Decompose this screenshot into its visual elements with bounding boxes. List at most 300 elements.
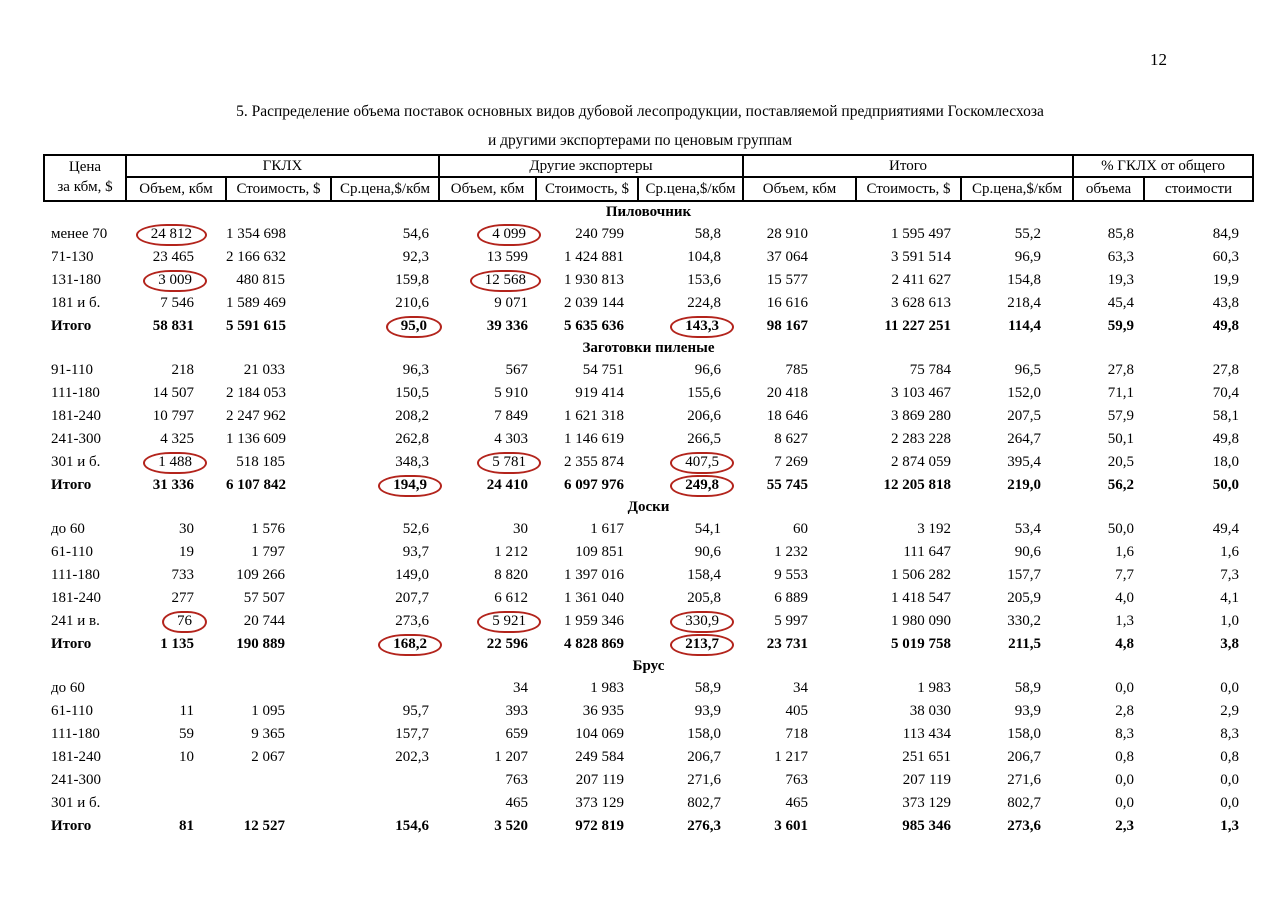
red-ellipse-annotation: 143,3	[670, 316, 734, 338]
value-cell: 7 546	[160, 295, 194, 311]
table-row	[44, 428, 1253, 451]
col-header-pct-cost: стоимости	[1144, 177, 1253, 201]
value-cell: 18,0	[1212, 454, 1240, 470]
red-ellipse-annotation: 12 568	[470, 270, 541, 292]
price-range-cell: Итого	[51, 477, 92, 493]
value-cell: 50,0	[1212, 477, 1240, 493]
value-cell: 93,9	[694, 703, 721, 719]
table-row	[44, 792, 1253, 815]
value-cell: 1 980 090	[891, 613, 951, 629]
value-cell	[439, 223, 536, 246]
value-cell	[331, 769, 439, 792]
value-cell: 8 820	[494, 567, 528, 583]
value-cell: 785	[785, 362, 808, 378]
table-row	[44, 246, 1253, 269]
value-cell: 8,3	[1115, 726, 1135, 742]
value-cell: 96,9	[1014, 249, 1042, 265]
value-cell: 4,0	[1115, 590, 1135, 606]
price-range-cell: 61-110	[51, 544, 93, 560]
value-cell: 18 646	[766, 408, 808, 424]
table-title-line2: и другими экспортерами по ценовым группам	[488, 132, 792, 149]
value-cell: 53,4	[1014, 521, 1042, 537]
value-cell: 113 434	[902, 726, 951, 742]
value-cell: 2,9	[1220, 703, 1240, 719]
value-cell: 5 635 636	[564, 318, 624, 334]
value-cell	[126, 451, 226, 474]
value-cell: 95,7	[402, 703, 429, 719]
price-range-cell: 301 и б.	[51, 795, 101, 811]
value-cell: 210,6	[395, 295, 429, 311]
group-header-other-exporters: Другие экспортеры	[439, 155, 743, 177]
value-cell: 1 959 346	[564, 613, 624, 629]
value-cell	[126, 792, 226, 815]
value-cell: 63,3	[1107, 249, 1135, 265]
value-cell: 2 184 053	[226, 385, 286, 401]
value-cell: 5 019 758	[891, 636, 951, 652]
value-cell: 54,6	[402, 226, 429, 242]
value-cell: 109 851	[575, 544, 624, 560]
value-cell: 0,0	[1115, 680, 1135, 696]
table-row	[44, 269, 1253, 292]
value-cell: 7,7	[1115, 567, 1135, 583]
value-cell: 1 095	[251, 703, 285, 719]
group-header-gklh: ГКЛХ	[126, 155, 439, 177]
price-range-cell: менее 70	[51, 226, 108, 242]
value-cell	[439, 451, 536, 474]
value-cell: 96,6	[694, 362, 721, 378]
value-cell: 23 731	[766, 636, 808, 652]
value-cell: 271,6	[687, 772, 721, 788]
value-cell: 659	[505, 726, 528, 742]
value-cell: 1 361 040	[564, 590, 624, 606]
col-header-price-line1: Цена	[68, 159, 102, 176]
red-ellipse-annotation: 168,2	[378, 634, 442, 656]
price-range-cell: 301 и б.	[51, 454, 101, 470]
col-header-total-volume: Объем, кбм	[743, 177, 856, 201]
value-cell: 1 418 547	[891, 590, 951, 606]
value-cell: 157,7	[395, 726, 429, 742]
value-cell: 93,9	[1014, 703, 1042, 719]
red-ellipse-annotation: 3 009	[143, 270, 207, 292]
value-cell: 58,8	[694, 226, 721, 242]
value-cell: 5 997	[774, 613, 808, 629]
value-cell: 90,6	[694, 544, 721, 560]
value-cell: 2 039 144	[564, 295, 624, 311]
value-cell: 190 889	[236, 636, 285, 652]
value-cell: 50,0	[1107, 521, 1135, 537]
value-cell: 9 071	[494, 295, 528, 311]
price-range-cell: до 60	[51, 680, 85, 696]
value-cell: 802,7	[687, 795, 721, 811]
value-cell: 1 576	[251, 521, 285, 537]
value-cell: 373 129	[575, 795, 624, 811]
value-cell: 2 411 627	[891, 272, 951, 288]
value-cell: 11 227 251	[884, 318, 951, 334]
value-cell	[226, 677, 331, 700]
value-cell: 1,6	[1115, 544, 1135, 560]
value-cell: 1 232	[774, 544, 808, 560]
value-cell	[126, 677, 226, 700]
value-cell	[126, 610, 226, 633]
price-range-cell: 241-300	[51, 431, 101, 447]
table-row	[44, 746, 1253, 769]
value-cell: 1 930 813	[564, 272, 624, 288]
value-cell: 27,8	[1212, 362, 1240, 378]
section-title: Брус	[632, 658, 665, 674]
price-range-cell: 181-240	[51, 408, 101, 424]
value-cell: 96,3	[402, 362, 429, 378]
table-row	[44, 587, 1253, 610]
price-range-cell: 91-110	[51, 362, 93, 378]
value-cell: 52,6	[402, 521, 429, 537]
col-header-total-cost: Стоимость, $	[856, 177, 961, 201]
value-cell: 518 185	[236, 454, 285, 470]
value-cell: 3 628 613	[891, 295, 951, 311]
value-cell: 3 601	[774, 818, 808, 834]
value-cell: 9 553	[774, 567, 808, 583]
value-cell: 157,7	[1007, 567, 1042, 583]
value-cell: 12 205 818	[883, 477, 951, 493]
value-cell: 251 651	[902, 749, 951, 765]
value-cell: 154,6	[395, 818, 429, 834]
table-row	[44, 564, 1253, 587]
value-cell: 7 849	[494, 408, 528, 424]
value-cell: 90,6	[1014, 544, 1042, 560]
value-cell: 22 596	[486, 636, 528, 652]
value-cell: 109 266	[236, 567, 285, 583]
value-cell: 206,7	[1007, 749, 1042, 765]
table-row	[44, 382, 1253, 405]
value-cell: 6 107 842	[226, 477, 286, 493]
value-cell: 2 166 632	[226, 249, 286, 265]
value-cell: 985 346	[902, 818, 951, 834]
price-range-cell: 71-130	[51, 249, 94, 265]
table-row	[44, 518, 1253, 541]
table-row	[44, 474, 1253, 497]
value-cell: 36 935	[582, 703, 624, 719]
value-cell	[331, 677, 439, 700]
value-cell: 59,9	[1107, 318, 1135, 334]
value-cell: 4 325	[160, 431, 194, 447]
value-cell: 218	[171, 362, 194, 378]
value-cell: 1,3	[1115, 613, 1135, 629]
value-cell: 373 129	[902, 795, 951, 811]
value-cell: 56,2	[1107, 477, 1135, 493]
table-row	[44, 223, 1253, 246]
value-cell: 266,5	[687, 431, 721, 447]
price-range-cell: 131-180	[51, 272, 101, 288]
value-cell: 58,9	[694, 680, 721, 696]
value-cell: 159,8	[395, 272, 429, 288]
value-cell: 4,8	[1115, 636, 1135, 652]
red-ellipse-annotation: 1 488	[143, 452, 207, 474]
col-header-price	[44, 155, 126, 201]
value-cell: 5 910	[494, 385, 528, 401]
value-cell	[439, 269, 536, 292]
value-cell	[126, 223, 226, 246]
value-cell: 58,1	[1212, 408, 1240, 424]
red-ellipse-annotation: 249,8	[670, 475, 734, 497]
value-cell: 2 283 228	[891, 431, 951, 447]
value-cell: 348,3	[395, 454, 429, 470]
red-ellipse-annotation: 407,5	[670, 452, 734, 474]
value-cell: 58 831	[152, 318, 194, 334]
value-cell: 273,6	[395, 613, 429, 629]
value-cell: 972 819	[575, 818, 624, 834]
value-cell: 211,5	[1008, 636, 1042, 652]
value-cell: 158,0	[1007, 726, 1042, 742]
value-cell: 763	[505, 772, 528, 788]
table-row	[44, 541, 1253, 564]
value-cell: 149,0	[395, 567, 429, 583]
value-cell: 12 527	[243, 818, 285, 834]
col-header-price-line2: за кбм, $	[57, 179, 113, 195]
col-header-pct-volume: объема	[1073, 177, 1144, 201]
value-cell: 1,0	[1220, 613, 1240, 629]
value-cell: 13 599	[486, 249, 528, 265]
value-cell: 45,4	[1107, 295, 1135, 311]
red-ellipse-annotation: 24 812	[136, 224, 207, 246]
value-cell: 37 064	[766, 249, 808, 265]
table-row	[44, 815, 1253, 838]
value-cell: 273,6	[1007, 818, 1042, 834]
red-ellipse-annotation: 76	[162, 611, 207, 633]
value-cell: 154,8	[1007, 272, 1042, 288]
price-range-cell: до 60	[51, 521, 85, 537]
value-cell: 206,7	[687, 749, 721, 765]
col-header-other-cost: Стоимость, $	[536, 177, 638, 201]
value-cell: 277	[171, 590, 194, 606]
value-cell: 224,8	[687, 295, 721, 311]
table-row	[44, 700, 1253, 723]
value-cell: 92,3	[402, 249, 429, 265]
value-cell: 1 797	[251, 544, 285, 560]
table-title-line1: 5. Распределение объема поставок основных видов дубовой лесопродукции, поставляемой предприятиями Госкомлесхоза	[236, 103, 1044, 120]
value-cell: 0,0	[1220, 795, 1240, 811]
price-range-cell: Итого	[51, 636, 92, 652]
value-cell: 1 354 698	[226, 226, 286, 242]
value-cell: 98 167	[766, 318, 808, 334]
value-cell: 1 589 469	[226, 295, 286, 311]
value-cell: 38 030	[909, 703, 951, 719]
table-row	[44, 723, 1253, 746]
value-cell: 1 506 282	[891, 567, 951, 583]
value-cell: 39 336	[486, 318, 528, 334]
value-cell: 3 103 467	[891, 385, 951, 401]
value-cell: 104 069	[575, 726, 624, 742]
value-cell	[226, 769, 331, 792]
value-cell: 205,9	[1007, 590, 1042, 606]
table-row	[44, 633, 1253, 656]
value-cell	[638, 610, 743, 633]
value-cell: 16 616	[766, 295, 808, 311]
value-cell: 8 627	[774, 431, 808, 447]
value-cell	[331, 792, 439, 815]
section-row	[44, 338, 1253, 359]
value-cell: 2,3	[1115, 818, 1135, 834]
value-cell: 330,2	[1007, 613, 1042, 629]
value-cell: 104,8	[687, 249, 721, 265]
value-cell: 2 355 874	[564, 454, 624, 470]
value-cell	[226, 792, 331, 815]
distribution-table	[43, 154, 1254, 838]
value-cell: 2 874 059	[891, 454, 951, 470]
value-cell: 30	[179, 521, 194, 537]
value-cell	[638, 633, 743, 656]
value-cell: 10	[179, 749, 194, 765]
col-header-other-volume: Объем, кбм	[439, 177, 536, 201]
value-cell: 85,8	[1107, 226, 1135, 242]
value-cell: 27,8	[1107, 362, 1135, 378]
value-cell: 34	[513, 680, 528, 696]
value-cell: 218,4	[1007, 295, 1042, 311]
value-cell: 158,0	[687, 726, 721, 742]
section-title: Заготовки пиленые	[582, 340, 715, 356]
value-cell: 152,0	[1007, 385, 1042, 401]
price-range-cell: 241 и в.	[51, 613, 100, 629]
value-cell: 1 983	[917, 680, 951, 696]
value-cell: 75 784	[909, 362, 951, 378]
value-cell: 0,0	[1115, 795, 1135, 811]
price-range-cell: 181-240	[51, 749, 101, 765]
value-cell: 1,3	[1220, 818, 1240, 834]
red-ellipse-annotation: 330,9	[670, 611, 734, 633]
value-cell: 49,8	[1212, 431, 1240, 447]
value-cell: 155,6	[687, 385, 721, 401]
section-title: Пиловочник	[605, 204, 692, 220]
value-cell: 0,0	[1220, 680, 1240, 696]
value-cell: 96,5	[1014, 362, 1042, 378]
value-cell: 276,3	[687, 818, 721, 834]
value-cell: 19,9	[1212, 272, 1240, 288]
value-cell: 763	[785, 772, 808, 788]
table-row	[44, 610, 1253, 633]
col-header-gklh-volume: Объем, кбм	[126, 177, 226, 201]
value-cell	[638, 474, 743, 497]
value-cell: 114,4	[1008, 318, 1042, 334]
section-title: Доски	[627, 499, 670, 515]
value-cell: 111 647	[903, 544, 951, 560]
value-cell: 30	[513, 521, 528, 537]
table-body	[44, 201, 1253, 838]
value-cell: 0,8	[1220, 749, 1240, 765]
section-row	[44, 201, 1253, 223]
value-cell: 8,3	[1220, 726, 1240, 742]
value-cell: 7 269	[774, 454, 808, 470]
value-cell: 34	[793, 680, 808, 696]
value-cell: 207,7	[395, 590, 429, 606]
value-cell: 802,7	[1007, 795, 1042, 811]
table-row	[44, 769, 1253, 792]
value-cell: 206,6	[687, 408, 721, 424]
value-cell	[331, 474, 439, 497]
value-cell: 567	[505, 362, 528, 378]
value-cell: 2,8	[1115, 703, 1135, 719]
table-row	[44, 405, 1253, 428]
value-cell: 3 192	[917, 521, 951, 537]
value-cell: 54,1	[694, 521, 721, 537]
table-row	[44, 359, 1253, 382]
value-cell: 1 983	[590, 680, 624, 696]
table-row	[44, 451, 1253, 474]
value-cell: 19,3	[1107, 272, 1135, 288]
value-cell: 3 520	[494, 818, 528, 834]
value-cell: 93,7	[402, 544, 429, 560]
value-cell: 11	[179, 703, 194, 719]
value-cell: 208,2	[395, 408, 429, 424]
value-cell	[126, 269, 226, 292]
section-row	[44, 656, 1253, 677]
value-cell: 4 303	[494, 431, 528, 447]
value-cell: 480 815	[236, 272, 285, 288]
value-cell: 9 365	[251, 726, 285, 742]
price-range-cell: 181 и б.	[51, 295, 101, 311]
value-cell: 1 207	[494, 749, 528, 765]
price-range-cell: 181-240	[51, 590, 101, 606]
value-cell: 0,0	[1220, 772, 1240, 788]
value-cell: 84,9	[1212, 226, 1240, 242]
value-cell: 465	[785, 795, 808, 811]
value-cell: 4,1	[1220, 590, 1240, 606]
value-cell: 1 212	[494, 544, 528, 560]
value-cell: 1 397 016	[564, 567, 624, 583]
price-range-cell: 111-180	[51, 567, 100, 583]
value-cell: 43,8	[1212, 295, 1240, 311]
value-cell: 57 507	[243, 590, 285, 606]
value-cell: 2 247 962	[226, 408, 286, 424]
value-cell: 5 591 615	[226, 318, 286, 334]
value-cell: 1 621 318	[564, 408, 624, 424]
table-row	[44, 677, 1253, 700]
value-cell: 20 418	[766, 385, 808, 401]
value-cell: 23 465	[152, 249, 194, 265]
price-range-cell: Итого	[51, 318, 92, 334]
value-cell: 1 424 881	[564, 249, 624, 265]
value-cell: 205,8	[687, 590, 721, 606]
value-cell	[638, 315, 743, 338]
value-cell	[126, 769, 226, 792]
col-header-gklh-cost: Стоимость, $	[226, 177, 331, 201]
value-cell: 49,8	[1212, 318, 1240, 334]
value-cell: 19	[179, 544, 194, 560]
value-cell: 1 146 619	[564, 431, 624, 447]
value-cell: 393	[505, 703, 528, 719]
value-cell: 1 595 497	[891, 226, 951, 242]
value-cell: 718	[785, 726, 808, 742]
value-cell: 24 410	[486, 477, 528, 493]
price-range-cell: 111-180	[51, 385, 100, 401]
price-range-cell: 241-300	[51, 772, 101, 788]
value-cell: 55 745	[766, 477, 808, 493]
red-ellipse-annotation: 213,7	[670, 634, 734, 656]
value-cell: 70,4	[1212, 385, 1240, 401]
value-cell: 3,8	[1220, 636, 1240, 652]
value-cell: 6 889	[774, 590, 808, 606]
value-cell: 71,1	[1107, 385, 1135, 401]
value-cell: 153,6	[687, 272, 721, 288]
price-range-cell: 61-110	[51, 703, 93, 719]
table-row	[44, 292, 1253, 315]
value-cell: 219,0	[1007, 477, 1042, 493]
col-header-other-avgprice: Ср.цена,$/кбм	[638, 177, 743, 201]
page-number: 12	[1150, 50, 1167, 69]
value-cell: 2 067	[251, 749, 285, 765]
value-cell: 3 591 514	[891, 249, 951, 265]
value-cell: 7,3	[1220, 567, 1240, 583]
value-cell	[331, 315, 439, 338]
value-cell: 21 033	[243, 362, 285, 378]
value-cell: 1 617	[590, 521, 624, 537]
